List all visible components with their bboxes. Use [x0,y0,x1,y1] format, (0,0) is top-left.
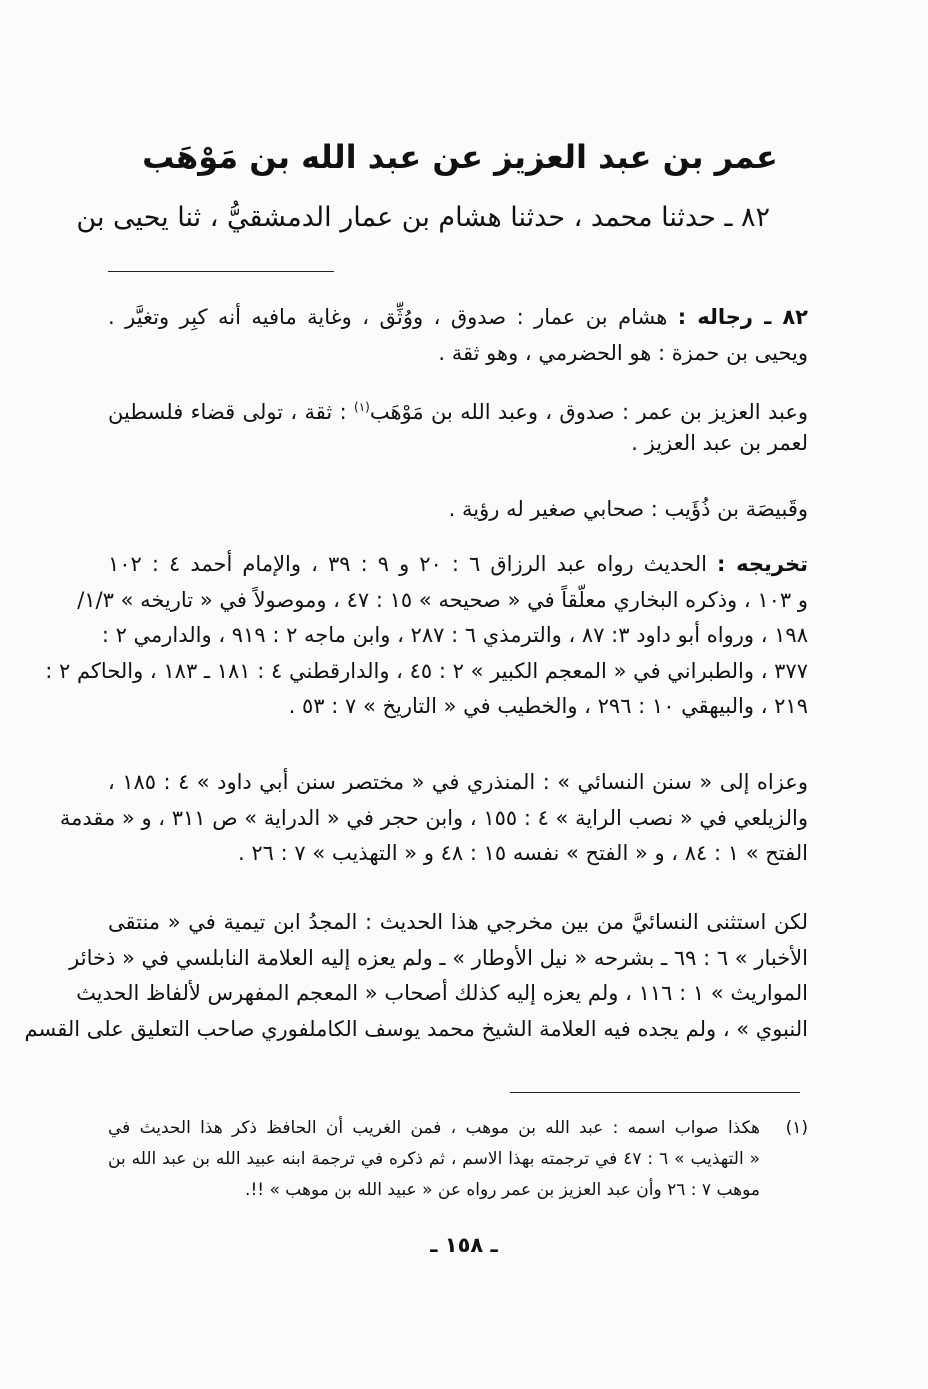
takhrij-label: تخريجه : [717,552,808,576]
lakin-line-3: المواريث » ١ : ١١٦ ، ولم يعزه إليه كذلك أصحاب « المعجم المفهرس لألفاظ الحديث [76,981,808,1005]
takhrij-text: الحديث رواه عبد الرزاق ٦ : ٢٠ و ٩ : ٣٩ ، والإمام أحمد ٤ : ١٠٢ [108,552,718,576]
rijal-text: هشام بن عمار : صدوق ، ووُثِّق ، وغاية مافيه أنه كبِر وتغيَّر . [108,305,668,329]
abdulaziz-text-b: : ثقة ، تولى قضاء فلسطين [108,400,355,424]
azw-line-3: الفتح » ١ : ٨٤ ، و « الفتح » نفسه ١٥ : ٤٨ و « التهذيب » ٧ : ٢٦ . [238,841,808,865]
rijal-line-2: ويحيى بن حمزة : هو الحضرمي ، وهو ثقة . [438,340,808,365]
lakin-section [24,905,808,1047]
takhrij-line-4: ٣٧٧ ، والطبراني في « المعجم الكبير » ٢ : ٤٥ ، والدارقطني ٤ : ١٨١ ـ ١٨٣ ، والحاكم ٢ : [45,658,808,683]
rijal-label: ٨٢ ـ رجاله : [677,305,808,329]
azw-line-1: وعزاه إلى « سنن النسائي » : المنذري في « مختصر سنن أبي داود » ٤ : ١٨٥ ، [108,770,808,794]
footnote-number: (١) [785,1118,808,1138]
page-title: عمر بن عبد العزيز عن عبد الله بن مَوْهَب [142,138,778,176]
takhrij-line-3: ١٩٨ ، ورواه أبو داود ٣: ٨٧ ، والترمذي ٦ : ٢٨٧ ، وابن ماجه ٢ : ٩١٩ ، والدارمي ٢ : [101,623,808,647]
abdulaziz-text-a: وعبد العزيز بن عمر : صدوق ، وعبد الله بن مَوْهَب [369,400,808,424]
takhrij-line-2: و ١٠٣ ، وذكره البخاري معلّقاً في « صحيحه » ١٥ : ٤٧ ، وموصولاً في « تاريخه » ١/٣/ [77,587,808,612]
takhrij-section [45,547,808,725]
footnote-separator-top [108,271,334,272]
footnote-line-2: « التهذيب » ٦ : ٤٧ في ترجمته بهذا الاسم ، ثم ذكره في ترجمة ابنه عبيد الله بن عبد الله بن [108,1149,760,1169]
footnote-line-1: هكذا صواب اسمه : عبد الله بن موهب ، فمن الغريب أن الحافظ ذكر هذا الحديث في [108,1118,760,1138]
lakin-line-4: النبوي » ، ولم يجده فيه العلامة الشيخ محمد يوسف الكاملفوري صاحب التعليق على القسم [24,1016,808,1041]
azw-section [59,765,808,872]
rijal-section [108,300,808,371]
lakin-line-1: لكن استثنى النسائيَّ من بين مخرجي هذا الحديث : المجدُ ابن تيمية في « منتقى [108,910,808,934]
qabisa-section [108,492,808,528]
abdulaziz-line-2: لعمر بن عبد العزيز . [631,430,808,455]
abdulaziz-section [108,390,808,461]
qabisa-line: وقَبيصَة بن ذُؤَيب : صحابي صغير له رؤية . [448,497,808,521]
azw-line-2: والزيلعي في « نصب الراية » ٤ : ١٥٥ ، وابن حجر في « الدراية » ص ٣١١ ، و « مقدمة [59,805,808,830]
takhrij-line-5: ٢١٩ ، والبيهقي ١٠ : ٢٩٦ ، والخطيب في « التاريخ » ٧ : ٥٣ . [288,694,808,718]
lakin-line-2: الأخبار » ٦ : ٦٩ ـ بشرحه « نيل الأوطار » ـ ولم يعزه إليه العلامة النابلسي في « ذخائر [69,945,808,970]
footnote-marker: (١) [354,400,370,414]
page-number: ـ ١٥٨ ـ [430,1233,498,1257]
rijal-line-1 [108,300,808,336]
takhrij-line-1 [108,547,808,583]
abdulaziz-line-1 [108,390,808,426]
hadith-text: ٨٢ ـ حدثنا محمد ، حدثنا هشام بن عمار الدمشقيُّ ، ثنا يحيى بن [76,202,770,233]
footnote-line-3: موهب ٧ : ٢٦ وأن عبد العزيز بن عمر رواه عن « عبيد الله بن موهب » !!. [245,1180,760,1200]
footnote-separator [510,1092,800,1093]
